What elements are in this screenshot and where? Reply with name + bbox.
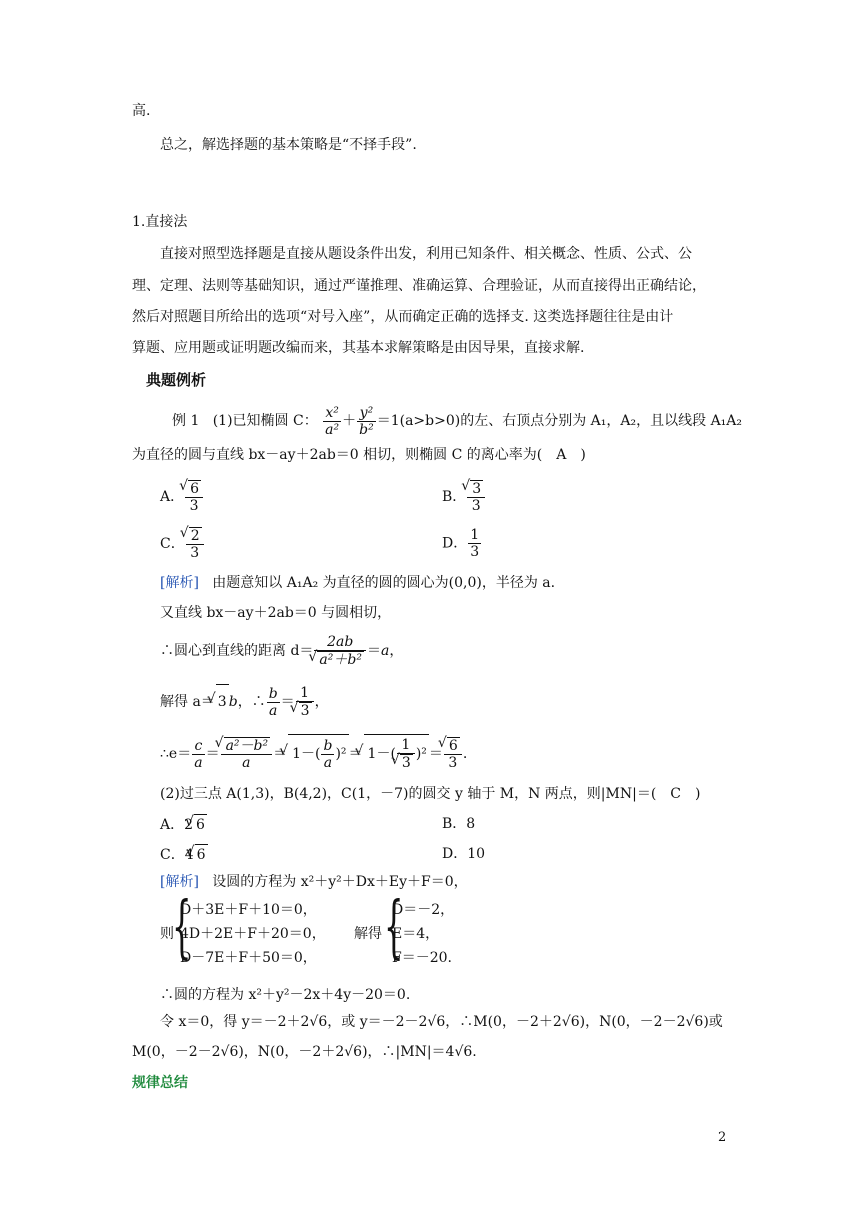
ellipse-y-term: $\frac{\text{y²}}{\text{b²}}$ [359, 404, 374, 438]
option2-b: B．8 [442, 816, 476, 832]
system-left: D＋3E＋F＋10＝0， 4D＋2E＋F＋20＝0， D－7E＋F＋50＝0， [180, 902, 326, 966]
example1-part2: (2)过三点 A(1,3)，B(4,2)，C(1，－7)的圆交 y 轴于 M，N 两点，则|MN|＝( C ) [160, 786, 701, 802]
analysis2-line: [解析] 设圆的方程为 x²＋y²＋Dx＋Ey＋F＝0， [160, 874, 468, 890]
right-brace: { [384, 888, 404, 967]
system-right-label: 解得 [354, 926, 382, 942]
circle-equation: ∴圆的方程为 x²＋y²－2x＋4y－20＝0. [160, 987, 411, 1003]
final-line-1: 令 x＝0，得 y＝－2＋2√6，或 y＝－2－2√6，∴M(0，－2＋2√6)，N(0，－2－2√6)或 [160, 1014, 723, 1030]
distance-line: ∴圆心到直线的距离 d＝ 2ab √ a²＋b² ＝a， [160, 634, 403, 668]
paragraph-line: 算题、应用题或证明题改编而来，其基本求解策略是由因导果，直接求解. [132, 340, 585, 356]
summary-heading: 规律总结 [132, 1075, 188, 1091]
option2-d: D．10 [442, 846, 486, 862]
system-right: D＝－2， E＝4， F＝－20. [392, 902, 455, 966]
option2-c: C．4√ 6 [160, 844, 208, 865]
example1-statement: 例 1 (1)已知椭圆 C： $\frac{\text{x²}}{\text{a²}}$ ＋ $\frac{\text{y²}}{\text{b²}}$ ＝1(a>b>0)的左、右顶点分别为 A₁，A₂，且以线段 A₁A₂ [172, 404, 743, 438]
paragraph-line: 直接对照型选择题是直接从题设条件出发，利用已知条件、相关概念、性质、公式、公 [160, 246, 692, 262]
system-left-label: 则 [160, 926, 174, 942]
example-label: 例 1 [172, 413, 200, 429]
option-d: D． $\frac{1}{3}$ [442, 527, 480, 560]
option-c: C． √ $\frac{2}{3}$ [160, 527, 205, 561]
intro-line-2: 总之，解选择题的基本策略是“不择手段”. [160, 137, 417, 153]
paragraph-line: 然后对照题目所给出的选项“对号入座”，从而确定正确的选择支. 这类选择题往往是由计 [132, 309, 674, 325]
solve-line: 解得 a＝√ 3 b，∴ $\frac{b}{a}$ ＝ 1 √ 3 ， [160, 684, 329, 719]
analysis-tag: [解析] [160, 874, 199, 890]
option2-a: A．2√ 6 [160, 814, 207, 835]
ellipse-x-term: $\frac{\text{x²}}{\text{a²}}$ [325, 404, 340, 438]
left-brace: { [172, 888, 192, 967]
intro-line-1: 高. [132, 103, 151, 119]
option-b: B． √ $\frac{3}{3}$ [442, 480, 486, 514]
final-line-2: M(0，－2－2√6)，N(0，－2＋2√6)，∴|MN|＝4√6. [132, 1044, 477, 1060]
analysis1-line: [解析] 由题意知以 A₁A₂ 为直径的圆的圆心为(0,0)，半径为 a. [160, 575, 556, 591]
analysis1-line: 又直线 bx－ay＋2ab＝0 与圆相切， [160, 605, 392, 621]
paragraph-line: 理、定理、法则等基础知识，通过严谨推理、准确运算、合理验证，从而直接得出正确结论， [132, 278, 706, 294]
distance-fraction: 2ab √ a²＋b² [314, 634, 366, 668]
example-heading: 典题例析 [146, 371, 207, 389]
example1-part1-line2: 为直径的圆与直线 bx－ay＋2ab＝0 相切，则椭圆 C 的离心率为( A ) [132, 447, 586, 463]
section-heading: 1.直接法 [132, 214, 188, 230]
page-number: 2 [718, 1130, 727, 1145]
example1-part1-condition: ＝1(a>b>0)的左、右顶点分别为 A₁，A₂，且以线段 A₁A₂ [376, 413, 743, 429]
analysis-tag: [解析] [160, 575, 199, 591]
example1-part1-prefix: (1)已知椭圆 C： [212, 413, 318, 429]
option-a: A． √ $\frac{6}{3}$ [160, 480, 204, 514]
eccentricity-line: ∴e＝ $\frac{c}{a}$ ＝ √ $\frac{\text{a²－b²}}{a}$ ＝√ 1－( $\frac{b}{a}$ )² ＝√ 1－( 1 √ 3 )² ＝ √ $\frac{6}{3}$ . [160, 734, 467, 773]
